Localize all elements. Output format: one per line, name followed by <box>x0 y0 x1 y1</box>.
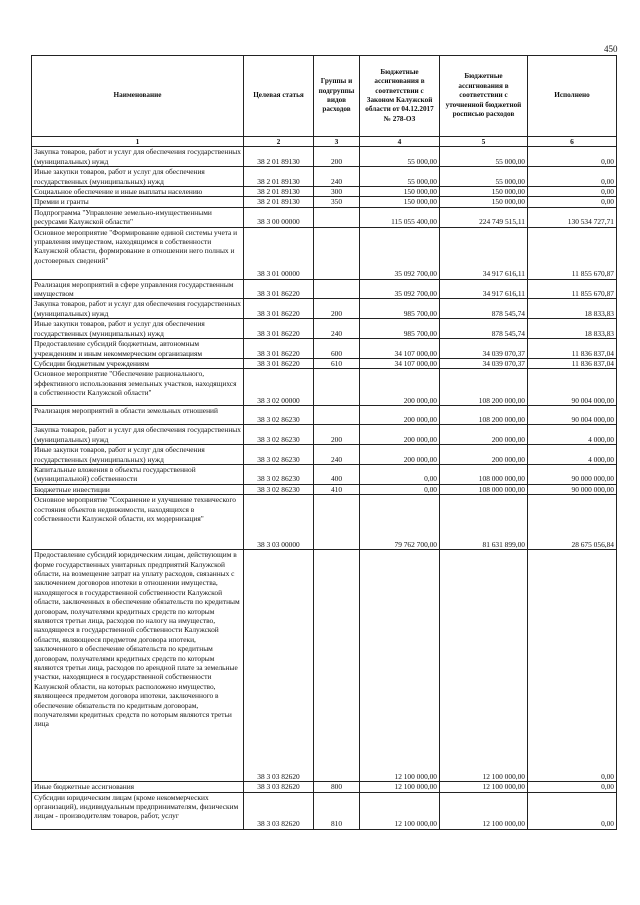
row-refined-amount: 34 917 616,11 <box>440 227 528 279</box>
row-name: Реализация мероприятий в области земельных отношений <box>32 406 244 425</box>
row-name: Закупка товаров, работ и услуг для обеспечения государственных (муниципальных) нужд <box>32 147 244 167</box>
table-row <box>32 279 617 299</box>
row-refined-amount: 34 039 070,37 <box>440 339 528 359</box>
row-refined-amount: 108 200 000,00 <box>440 406 528 425</box>
row-target-article: 38 2 01 89130 <box>244 167 314 187</box>
row-expense-group: 240 <box>314 319 360 339</box>
row-name: Основное мероприятие "Формирование единой системы учета и управления имуществом, находящимся в собственности Калужской области, формирование в отношении него полных и достоверных сведений" <box>32 227 244 279</box>
row-executed-amount: 90 000 000,00 <box>528 464 617 484</box>
row-executed-amount: 4 000,00 <box>528 445 617 465</box>
row-law-amount: 200 000,00 <box>360 369 440 406</box>
column-number-row <box>32 137 617 147</box>
row-expense-group: 200 <box>314 147 360 167</box>
row-name: Иные закупки товаров, работ и услуг для обеспечения государственных (муниципальных) нужд <box>32 319 244 339</box>
row-expense-group <box>314 406 360 425</box>
row-executed-amount: 0,00 <box>528 197 617 207</box>
column-number: 3 <box>314 137 360 147</box>
row-refined-amount: 108 000 000,00 <box>440 484 528 494</box>
row-refined-amount: 108 000 000,00 <box>440 464 528 484</box>
row-law-amount: 34 107 000,00 <box>360 339 440 359</box>
row-refined-amount: 200 000,00 <box>440 425 528 445</box>
row-law-amount: 12 100 000,00 <box>360 782 440 792</box>
row-refined-amount: 81 631 899,00 <box>440 495 528 550</box>
row-executed-amount: 0,00 <box>528 782 617 792</box>
table-row <box>32 197 617 207</box>
row-expense-group: 600 <box>314 339 360 359</box>
row-name: Закупка товаров, работ и услуг для обеспечения государственных (муниципальных) нужд <box>32 425 244 445</box>
table-row <box>32 299 617 319</box>
row-law-amount: 35 092 700,00 <box>360 279 440 299</box>
table-row <box>32 425 617 445</box>
column-number: 5 <box>440 137 528 147</box>
row-refined-amount: 34 039 070,37 <box>440 358 528 368</box>
column-number: 1 <box>32 137 244 147</box>
row-target-article: 38 3 01 86220 <box>244 358 314 368</box>
row-law-amount: 55 000,00 <box>360 167 440 187</box>
row-expense-group: 810 <box>314 792 360 829</box>
row-law-amount: 200 000,00 <box>360 445 440 465</box>
row-law-amount: 200 000,00 <box>360 425 440 445</box>
row-executed-amount: 0,00 <box>528 167 617 187</box>
row-name: Бюджетные инвестиции <box>32 484 244 494</box>
row-law-amount: 985 700,00 <box>360 319 440 339</box>
row-target-article: 38 3 02 00000 <box>244 369 314 406</box>
row-expense-group <box>314 279 360 299</box>
row-refined-amount: 12 100 000,00 <box>440 792 528 829</box>
row-law-amount: 0,00 <box>360 464 440 484</box>
row-refined-amount: 150 000,00 <box>440 187 528 197</box>
row-name: Субсидии бюджетным учреждениям <box>32 358 244 368</box>
row-target-article: 38 2 01 89130 <box>244 197 314 207</box>
row-refined-amount: 12 100 000,00 <box>440 782 528 792</box>
row-target-article: 38 3 03 82620 <box>244 550 314 782</box>
row-law-amount: 0,00 <box>360 484 440 494</box>
table-row <box>32 227 617 279</box>
row-name: Капитальные вложения в объекты государственной (муниципальной) собственности <box>32 464 244 484</box>
row-law-amount: 12 100 000,00 <box>360 792 440 829</box>
row-target-article: 38 3 02 86230 <box>244 445 314 465</box>
row-refined-amount: 55 000,00 <box>440 147 528 167</box>
header-refined-allocations: Бюджетные ассигнования в соответствии с уточненной бюджетной росписью расходов <box>440 56 528 137</box>
row-expense-group <box>314 227 360 279</box>
row-executed-amount: 0,00 <box>528 792 617 829</box>
row-name: Социальное обеспечение и иные выплаты населению <box>32 187 244 197</box>
row-target-article: 38 2 01 89130 <box>244 187 314 197</box>
row-name: Подпрограмма "Управление земельно-имущественными ресурсами Калужской области" <box>32 207 244 227</box>
row-target-article: 38 3 01 86220 <box>244 279 314 299</box>
table-row <box>32 782 617 792</box>
row-expense-group <box>314 495 360 550</box>
row-executed-amount: 18 833,83 <box>528 299 617 319</box>
table-row <box>32 339 617 359</box>
row-refined-amount: 34 917 616,11 <box>440 279 528 299</box>
column-number: 6 <box>528 137 617 147</box>
header-expense-groups: Группы и подгруппы видов расходов <box>314 56 360 137</box>
row-expense-group: 200 <box>314 299 360 319</box>
row-law-amount: 985 700,00 <box>360 299 440 319</box>
row-executed-amount: 0,00 <box>528 147 617 167</box>
table-row <box>32 464 617 484</box>
row-executed-amount: 11 836 837,04 <box>528 339 617 359</box>
table-row <box>32 147 617 167</box>
row-expense-group: 240 <box>314 445 360 465</box>
row-refined-amount: 878 545,74 <box>440 299 528 319</box>
row-law-amount: 79 762 700,00 <box>360 495 440 550</box>
row-name: Иные бюджетные ассигнования <box>32 782 244 792</box>
table-row <box>32 358 617 368</box>
table-row <box>32 792 617 829</box>
row-name: Основное мероприятие "Обеспечение рационального, эффективного использования земельных участков, находящихся в собственности Калужской области" <box>32 369 244 406</box>
table-row <box>32 495 617 550</box>
row-name: Премии и гранты <box>32 197 244 207</box>
budget-table <box>31 55 617 830</box>
row-target-article: 38 3 03 82620 <box>244 792 314 829</box>
row-expense-group <box>314 369 360 406</box>
row-target-article: 38 3 01 86220 <box>244 299 314 319</box>
row-executed-amount: 4 000,00 <box>528 425 617 445</box>
row-refined-amount: 12 100 000,00 <box>440 550 528 782</box>
row-refined-amount: 150 000,00 <box>440 197 528 207</box>
row-target-article: 38 3 03 82620 <box>244 782 314 792</box>
row-expense-group: 300 <box>314 187 360 197</box>
row-target-article: 38 3 00 00000 <box>244 207 314 227</box>
row-executed-amount: 11 836 837,04 <box>528 358 617 368</box>
row-refined-amount: 878 545,74 <box>440 319 528 339</box>
row-target-article: 38 3 02 86230 <box>244 484 314 494</box>
row-name: Субсидии юридическим лицам (кроме некоммерческих организаций), индивидуальным предпринимателям, физическим лицам - производителям товаров, работ, услуг <box>32 792 244 829</box>
table-row <box>32 187 617 197</box>
table-row <box>32 406 617 425</box>
row-expense-group: 610 <box>314 358 360 368</box>
page-number: 450 <box>604 44 618 54</box>
column-number: 2 <box>244 137 314 147</box>
row-target-article: 38 3 02 86230 <box>244 464 314 484</box>
row-target-article: 38 2 01 89130 <box>244 147 314 167</box>
header-target-article: Целевая статья <box>244 56 314 137</box>
header-law-allocations: Бюджетные ассигнования в соответствии с Законом Калужской области от 04.12.2017 № 278-ОЗ <box>360 56 440 137</box>
row-expense-group: 240 <box>314 167 360 187</box>
row-expense-group <box>314 207 360 227</box>
row-target-article: 38 3 02 86230 <box>244 425 314 445</box>
row-expense-group: 200 <box>314 425 360 445</box>
row-target-article: 38 3 02 86230 <box>244 406 314 425</box>
header-name: Наименование <box>32 56 244 137</box>
row-target-article: 38 3 01 86220 <box>244 339 314 359</box>
row-expense-group: 400 <box>314 464 360 484</box>
header-executed: Исполнено <box>528 56 617 137</box>
row-expense-group <box>314 550 360 782</box>
row-executed-amount: 90 004 000,00 <box>528 406 617 425</box>
row-executed-amount: 90 004 000,00 <box>528 369 617 406</box>
table-row <box>32 550 617 782</box>
row-executed-amount: 18 833,83 <box>528 319 617 339</box>
row-name: Закупка товаров, работ и услуг для обеспечения государственных (муниципальных) нужд <box>32 299 244 319</box>
row-law-amount: 12 100 000,00 <box>360 550 440 782</box>
row-refined-amount: 200 000,00 <box>440 445 528 465</box>
row-name: Предоставление субсидий юридическим лицам, действующим в форме государственных унитарных предприятий Калужской области, на возмещение затрат на уплату расходов, связанных с заключением договоров ипотеки в отношении имущества, находящегося в государственной собственности Калужской области, заключенных в обеспечение обязательств по кредитным договорам, получателями кредитных средств по которым являются третьи лица, расходов по налогу на имущество, находящееся в государственной собственности Калужской области, являющееся предметом договора ипотеки, заключенного в обеспечение обязательств по кредитным договорам, получателями кредитных средств по которым являются третьи лица, расходов по арендной плате за земельные участки, находящиеся в государственной собственности Калужской области, на которых расположено имущество, являющееся предметом договора ипотеки, заключенного в обеспечение обязательств по кредитным договорам, получателями кредитных средств по которым являются третьи лица <box>32 550 244 782</box>
row-target-article: 38 3 01 00000 <box>244 227 314 279</box>
row-name: Реализация мероприятий в сфере управления государственным имуществом <box>32 279 244 299</box>
table-row <box>32 207 617 227</box>
header-row <box>32 56 617 137</box>
column-number: 4 <box>360 137 440 147</box>
row-name: Предоставление субсидий бюджетным, автономным учреждениям и иным некоммерческим организациям <box>32 339 244 359</box>
row-law-amount: 200 000,00 <box>360 406 440 425</box>
row-law-amount: 34 107 000,00 <box>360 358 440 368</box>
row-expense-group: 800 <box>314 782 360 792</box>
row-expense-group: 410 <box>314 484 360 494</box>
row-executed-amount: 28 675 056,84 <box>528 495 617 550</box>
row-executed-amount: 0,00 <box>528 187 617 197</box>
row-executed-amount: 11 855 670,87 <box>528 279 617 299</box>
row-executed-amount: 11 855 670,87 <box>528 227 617 279</box>
row-target-article: 38 3 01 86220 <box>244 319 314 339</box>
row-target-article: 38 3 03 00000 <box>244 495 314 550</box>
row-executed-amount: 0,00 <box>528 550 617 782</box>
row-executed-amount: 130 534 727,71 <box>528 207 617 227</box>
row-name: Основное мероприятие "Сохранение и улучшение технического состояния объектов недвижимости, находящихся в собственности Калужской области, их модернизация" <box>32 495 244 550</box>
table-row <box>32 445 617 465</box>
table-row <box>32 369 617 406</box>
row-name: Иные закупки товаров, работ и услуг для обеспечения государственных (муниципальных) нужд <box>32 445 244 465</box>
row-refined-amount: 55 000,00 <box>440 167 528 187</box>
row-name: Иные закупки товаров, работ и услуг для обеспечения государственных (муниципальных) нужд <box>32 167 244 187</box>
row-refined-amount: 108 200 000,00 <box>440 369 528 406</box>
table-row <box>32 319 617 339</box>
row-law-amount: 115 055 400,00 <box>360 207 440 227</box>
row-expense-group: 350 <box>314 197 360 207</box>
row-law-amount: 150 000,00 <box>360 197 440 207</box>
table-row <box>32 484 617 494</box>
row-executed-amount: 90 000 000,00 <box>528 484 617 494</box>
row-refined-amount: 224 749 515,11 <box>440 207 528 227</box>
row-law-amount: 35 092 700,00 <box>360 227 440 279</box>
row-law-amount: 150 000,00 <box>360 187 440 197</box>
table-row <box>32 167 617 187</box>
row-law-amount: 55 000,00 <box>360 147 440 167</box>
